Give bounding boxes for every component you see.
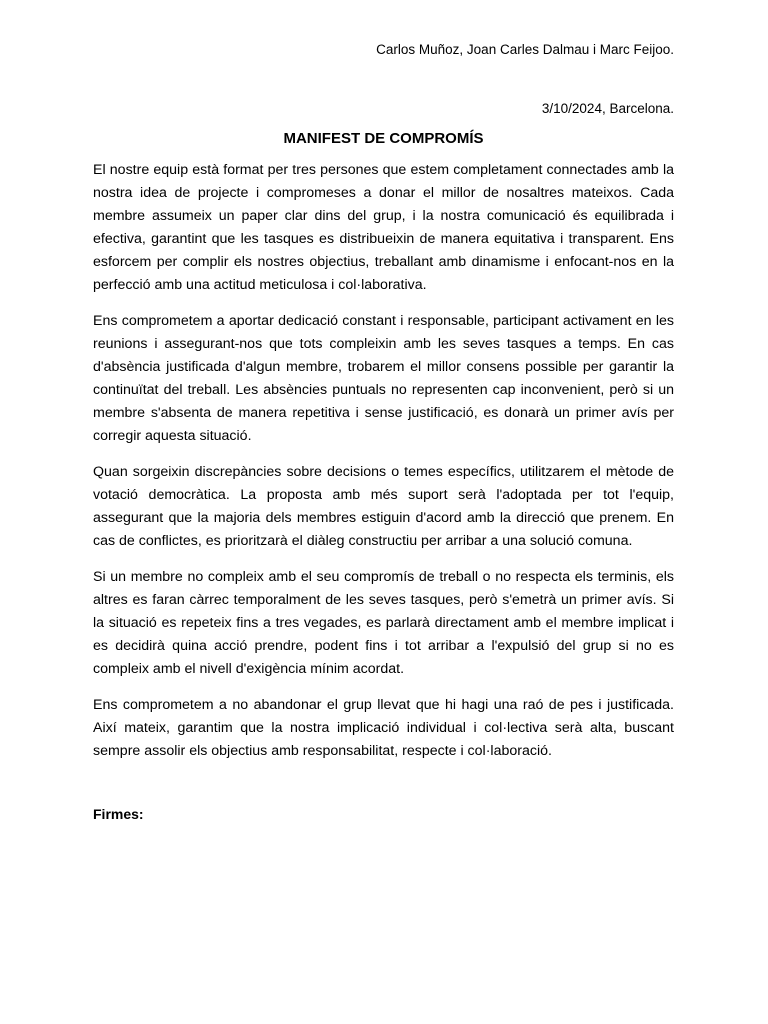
paragraph-decisions: Quan sorgeixin discrepàncies sobre decisions o temes específics, utilitzarem el mètode de votació democràtica. La proposta amb més suport serà l'adoptada per tot l'equip, assegurant que la majoria dels membres estiguin d'acord amb la direcció que prenem. En cas de conflictes, es prioritzarà el diàleg constructiu per arribar a una solució comuna. <box>93 464 674 549</box>
signatures-label: Firmes: <box>93 806 144 822</box>
date-place-line: 3/10/2024, Barcelona. <box>541 101 674 116</box>
document-page <box>93 0 674 1024</box>
paragraph-noncompliance: Si un membre no compleix amb el seu compromís de treball o no respecta els terminis, els altres es faran càrrec temporalment de les seves tasques, però s'emetrà un primer avís. Si la situació es repeteix fins a tres vegades, es parlarà directament amb el membre implicat i es decidirà quina acció prendre, podent fins i tot arribar a l'expulsió del grup si no es compleix amb el nivell d'exigència mínim acordat. <box>93 569 674 677</box>
document-title: MANIFEST DE COMPROMÍS <box>283 130 484 147</box>
paragraph-dedication: Ens comprometem a aportar dedicació constant i responsable, participant activament en les reunions i assegurant-nos que tots compleixin amb les seves tasques a temps. En cas d'absència justificada d'algun membre, trobarem el millor consens possible per garantir la continuïtat del treball. Les absències puntuals no representen cap inconvenient, però si un membre s'absenta de manera repetitiva i sense justificació, es donarà un primer avís per corregir aquesta situació. <box>93 313 674 444</box>
paragraph-team-description: El nostre equip està format per tres persones que estem completament connectades amb la nostra idea de projecte i compromeses a donar el millor de nosaltres mateixos. Cada membre assumeix un paper clar dins del grup, i la nostra comunicació és equilibrada i efectiva, garantint que les tasques es distribueixin de manera equitativa i transparent. Ens esforcem per complir els nostres objectius, treballant amb dinamisme i enfocant-nos en la perfecció amb una actitud meticulosa i col·laborativa. <box>93 162 674 293</box>
authors-line: Carlos Muñoz, Joan Carles Dalmau i Marc Feijoo. <box>376 42 674 57</box>
paragraph-commitment: Ens comprometem a no abandonar el grup llevat que hi hagi una raó de pes i justificada. Així mateix, garantim que la nostra implicació individual i col·lectiva serà alta, buscant sempre assolir els objectius amb responsabilitat, respecte i col·laboració. <box>93 697 674 759</box>
document-body <box>93 159 674 776</box>
